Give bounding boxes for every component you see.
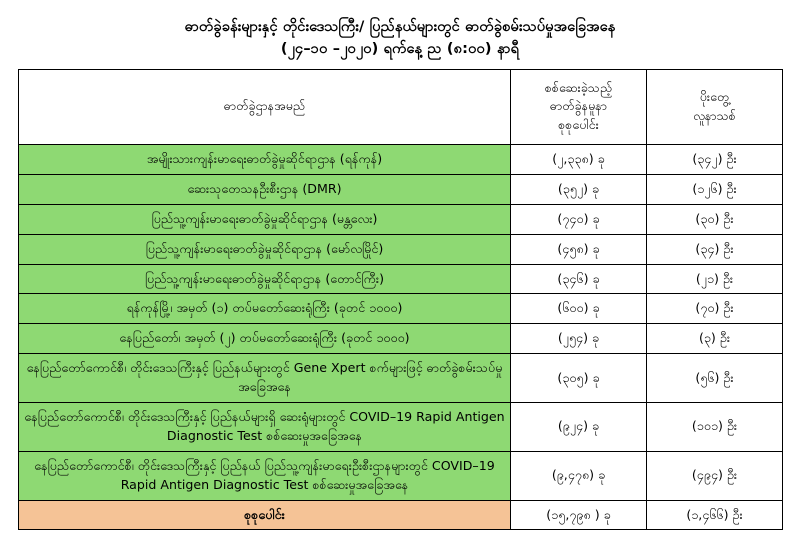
lab-name-cell: ပြည်သူ့ကျန်းမာရေးဓာတ်ခွဲမှုဆိုင်ရာဌာန (မော်လမြိုင်) [19,234,511,264]
tested-count-cell: (၉၂၄) ခု [511,402,647,451]
lab-name-cell: နေပြည်တော်၊ အမှတ် (၂) တပ်မတော်ဆေးရုံကြီး (ခုတင် ၁၀၀၀) [19,324,511,354]
positive-count-cell: (၃၄) ဦး [647,234,783,264]
positive-count-cell: (၅၆) ဦး [647,354,783,403]
column-header-tested-total [511,69,647,144]
tested-count-cell: (၇၄၀) ခု [511,204,647,234]
lab-name-cell: ရန်ကုန်မြို့၊ အမှတ် (၁) တပ်မတော်ဆေးရုံကြီး (ခုတင် ၁၀၀၀) [19,294,511,324]
positive-count-cell: (၁၂၆) ဦး [647,174,783,204]
title-line-2: (၂၄–၁၀ –၂၀၂၀) ရက်နေ့ ည (၈:၀၀) နာရီ [280,41,520,58]
column-header-tested-line1: စစ်ဆေးခဲ့သည့် [544,79,613,95]
table-row [19,264,783,294]
table-row [19,144,783,174]
table-total-row [19,500,783,530]
lab-name-cell: ပြည်သူ့ကျန်းမာရေးဓာတ်ခွဲမှုဆိုင်ရာဌာန (တောင်ကြီး) [19,264,511,294]
table-row [19,294,783,324]
column-header-lab-name: ဓာတ်ခွဲဌာနအမည် [19,69,511,144]
table-row [19,204,783,234]
table-row [19,402,783,451]
lab-name-cell: အမျိုးသားကျန်းမာရေးဓာတ်ခွဲမှုဆိုင်ရာဌာန (ရန်ကုန်) [19,144,511,174]
lab-name-cell: နေပြည်တော်ကောင်စီ၊ တိုင်းဒေသကြီးနှင့် ပြည်နယ်များရှိ ဆေးရုံများတွင် COVID–19 Rapid Antigen Diagnostic Test စစ်ဆေးမှုအခြေအနေ [19,402,511,451]
table-header [19,69,783,144]
tested-count-cell: (၆၀၀) ခု [511,294,647,324]
tested-count-cell: (၂၅၄) ခု [511,324,647,354]
tested-count-cell: (၄၅၈) ခု [511,234,647,264]
tested-count-cell: (၃၀၅) ခု [511,354,647,403]
lab-name-cell: ဆေးသုတေသနဦးစီးဌာန (DMR) [19,174,511,204]
total-label-cell: စုစုပေါင်း [19,500,511,530]
table-row [19,354,783,403]
tested-count-cell: (၃၄၆) ခု [511,264,647,294]
lab-name-cell: နေပြည်တော်ကောင်စီ၊ တိုင်းဒေသကြီးနှင့် ပြည်နယ် ပြည်သူ့ကျန်းမာရေးဦးစီးဌာနများတွင် COVID–19 Rapid Antigen Diagnostic Test စစ်ဆေးမှုအခြေအနေ [19,451,511,500]
total-tested-cell: (၁၅,၇၉၈ ) ခု [511,500,647,530]
column-header-new-positive [647,69,783,144]
positive-count-cell: (၃) ဦး [647,324,783,354]
column-header-tested-line2: ဓာတ်ခွဲနမူနာ [549,98,608,114]
positive-count-cell: (၁၀၁) ဦး [647,402,783,451]
tested-count-cell: (၉,၄၇၈) ခု [511,451,647,500]
tested-count-cell: (၃၅၂) ခု [511,174,647,204]
positive-count-cell: (၃၀) ဦး [647,204,783,234]
lab-name-cell: ပြည်သူ့ကျန်းမာရေးဓာတ်ခွဲမှုဆိုင်ရာဌာန (မန္တလေး) [19,204,511,234]
total-positive-cell: (၁,၄၆၆) ဦး [647,500,783,530]
positive-count-cell: (၄၉၄) ဦး [647,451,783,500]
positive-count-cell: (၂၁) ဦး [647,264,783,294]
column-header-positive-line1: ပိုးတွေ့ [699,89,730,105]
column-header-positive-line2: လူနာသစ် [693,107,736,123]
column-header-tested-line3: စုစုပေါင်း [558,117,599,133]
title-line-1: ဓာတ်ခွဲခန်းများနှင့် တိုင်းဒေသကြီး/ ပြည်နယ်များတွင် ဓာတ်ခွဲစမ်းသပ်မှုအခြေအနေ [184,19,616,35]
page-title [18,16,782,61]
table-row [19,324,783,354]
table-header-row [19,69,783,144]
table-row [19,451,783,500]
positive-count-cell: (၃၄၂) ဦး [647,144,783,174]
tested-count-cell: (၂,၃၃၈) ခု [511,144,647,174]
positive-count-cell: (၇၀) ဦး [647,294,783,324]
table-body [19,144,783,529]
table-row [19,234,783,264]
table-row [19,174,783,204]
lab-name-cell: နေပြည်တော်ကောင်စီ၊ တိုင်းဒေသကြီးနှင့် ပြည်နယ်များတွင် Gene Xpert စက်များဖြင့် ဓာတ်ခွဲစမ်းသပ်မှုအခြေအနေ [19,354,511,403]
lab-testing-table [18,69,783,530]
